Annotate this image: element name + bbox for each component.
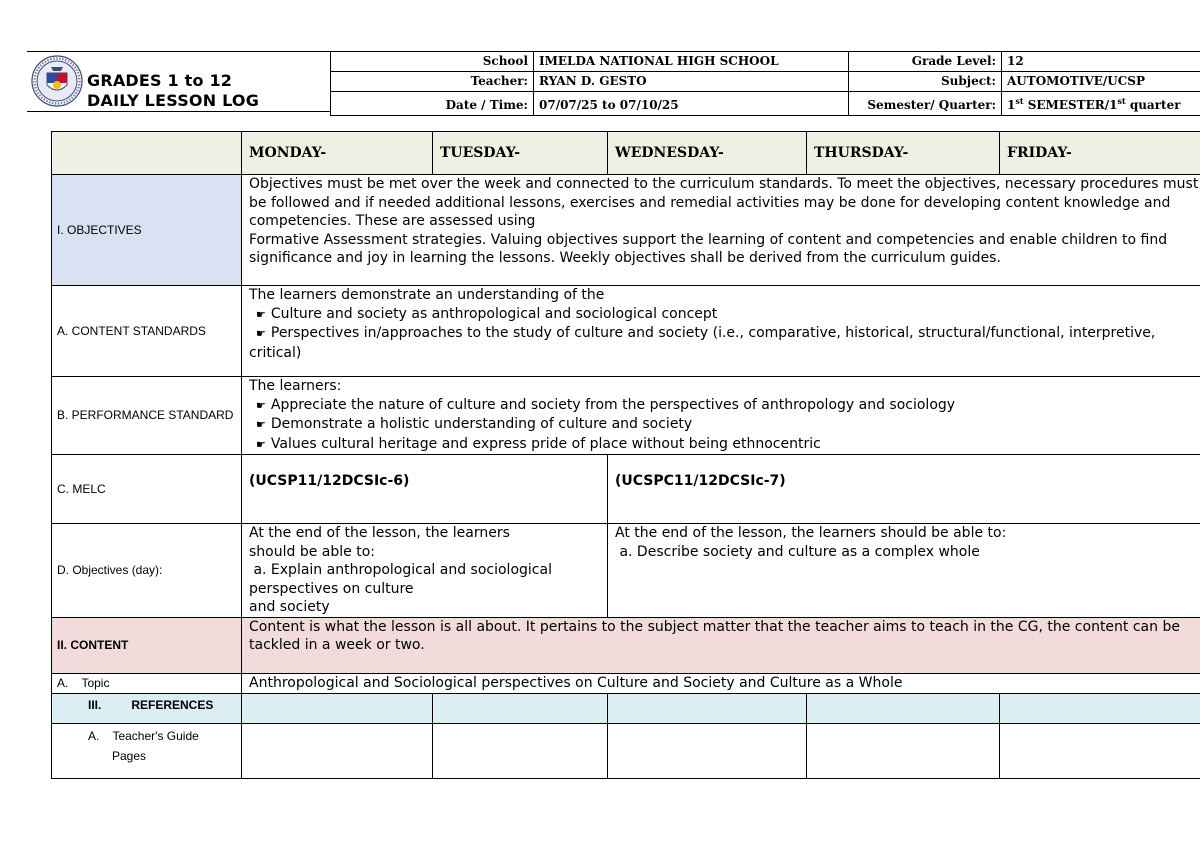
content-standards-text — [242, 286, 1200, 377]
content-standards-label: A. CONTENT STANDARDS — [52, 286, 242, 377]
grade-level-value: 12 — [1002, 52, 1200, 72]
title-line-1: GRADES 1 to 12 — [87, 71, 233, 90]
references-tuesday — [433, 693, 608, 723]
semester-value: 1st SEMESTER/1st quarter — [1002, 92, 1200, 116]
objective-line: At the end of the lesson, the learners — [249, 525, 510, 541]
lesson-log-table — [51, 131, 1200, 779]
corner-cell — [52, 132, 242, 175]
teacher-value: RYAN D. GESTO — [534, 72, 849, 92]
content-row — [52, 617, 1200, 673]
performance-standard-text — [242, 377, 1200, 455]
day-friday: FRIDAY- — [1000, 132, 1200, 175]
performance-standard-label: B. PERFORMANCE STANDARD — [52, 377, 242, 455]
content-label: II. CONTENT — [52, 617, 242, 673]
performance-standard-item: ☛ Appreciate the nature of culture and society from the perspectives of anthropology and sociology — [249, 396, 1199, 416]
objective-line: should be able to: — [249, 543, 375, 560]
performance-standard-item: ☛ Demonstrate a holistic understanding of culture and society — [249, 415, 1199, 435]
day-wednesday: WEDNESDAY- — [608, 132, 807, 175]
performance-standard-intro: The learners: — [249, 378, 342, 394]
content-text: Content is what the lesson is all about. It pertains to the subject matter that the teacher aims to teach in the CG, the content can be tackled in a week or two. — [242, 617, 1200, 673]
date-time-value: 07/07/25 to 07/10/25 — [534, 92, 849, 116]
teacher-label: Teacher: — [331, 72, 534, 92]
lesson-log-header — [27, 51, 330, 112]
content-standard-item: ☛ Perspectives in/approaches to the study of culture and society (i.e., comparative, historical, structural/functional, interpretive, — [249, 324, 1199, 344]
day-thursday: THURSDAY- — [807, 132, 1000, 175]
day-tuesday: TUESDAY- — [433, 132, 608, 175]
subject-label: Subject: — [849, 72, 1002, 92]
references-wednesday — [608, 693, 807, 723]
objective-line: and society — [249, 599, 330, 615]
objectives-text-1: Objectives must be met over the week and connected to the curriculum standards. To meet the objectives, necessary procedures must be followed and if needed additional lessons, exercises and remedial activities may be done for developing content knowledge and competencies. These are assessed using — [249, 176, 1199, 229]
days-header-row — [52, 132, 1200, 175]
daily-objectives-right — [608, 524, 1200, 618]
header-info-table — [330, 51, 1200, 116]
school-value: IMELDA NATIONAL HIGH SCHOOL — [534, 52, 849, 72]
teachers-guide-tuesday — [433, 723, 608, 778]
daily-objectives-label: D. Objectives (day): — [52, 524, 242, 618]
content-standards-intro: The learners demonstrate an understanding of the — [249, 287, 605, 303]
title-line-2: DAILY LESSON LOG — [87, 91, 260, 110]
teachers-guide-label-line: A. Teacher's Guide — [88, 728, 199, 743]
objective-line: At the end of the lesson, the learners should be able to: — [615, 525, 1007, 541]
school-label: School — [331, 52, 534, 72]
references-row — [52, 693, 1200, 723]
objective-line: a. Explain anthropological and sociological — [249, 562, 552, 578]
date-time-label: Date / Time: — [331, 92, 534, 116]
content-standard-item: ☛ Culture and society as anthropological and sociological concept — [249, 305, 1199, 325]
performance-standard-row — [52, 377, 1200, 455]
lesson-log-title — [87, 71, 259, 111]
references-friday — [1000, 693, 1200, 723]
daily-objectives-row — [52, 524, 1200, 618]
teachers-guide-friday — [1000, 723, 1200, 778]
performance-standard-item: ☛ Values cultural heritage and express pride of place without being ethnocentric — [249, 435, 1199, 455]
teachers-guide-thursday — [807, 723, 1000, 778]
objectives-text — [242, 175, 1200, 286]
melc-label: C. MELC — [52, 455, 242, 524]
references-thursday — [807, 693, 1000, 723]
references-monday — [242, 693, 433, 723]
objectives-label: I. OBJECTIVES — [52, 175, 242, 286]
melc-row — [52, 455, 1200, 524]
teachers-guide-label-line: Pages — [112, 748, 147, 763]
teachers-guide-wednesday — [608, 723, 807, 778]
semester-label: Semester/ Quarter: — [849, 92, 1002, 116]
topic-label: A. Topic — [52, 673, 242, 693]
content-standards-row — [52, 286, 1200, 377]
objectives-text-2: Formative Assessment strategies. Valuing objectives support the learning of content and competencies and enable children to find significance and joy in learning the lessons. Weekly objectives shall be derived from the curriculum guides. — [249, 231, 1168, 266]
melc-code-2: (UCSPC11/12DCSIc-7) — [608, 455, 1200, 524]
objectives-row — [52, 175, 1200, 286]
day-monday: MONDAY- — [242, 132, 433, 175]
topic-row — [52, 673, 1200, 693]
content-standards-tail: critical) — [249, 344, 302, 361]
deped-seal-icon — [31, 55, 83, 107]
daily-objectives-left — [242, 524, 608, 618]
teachers-guide-monday — [242, 723, 433, 778]
melc-code-1: (UCSP11/12DCSIc-6) — [242, 455, 608, 524]
objective-line: perspectives on culture — [249, 580, 414, 597]
topic-text: Anthropological and Sociological perspectives on Culture and Society and Culture as a Whole — [242, 673, 1200, 693]
subject-value: AUTOMOTIVE/UCSP — [1002, 72, 1200, 92]
objective-line: a. Describe society and culture as a complex whole — [615, 543, 980, 560]
teachers-guide-label — [52, 723, 242, 778]
grade-level-label: Grade Level: — [849, 52, 1002, 72]
teachers-guide-row — [52, 723, 1200, 778]
references-label: III. REFERENCES — [52, 693, 242, 723]
